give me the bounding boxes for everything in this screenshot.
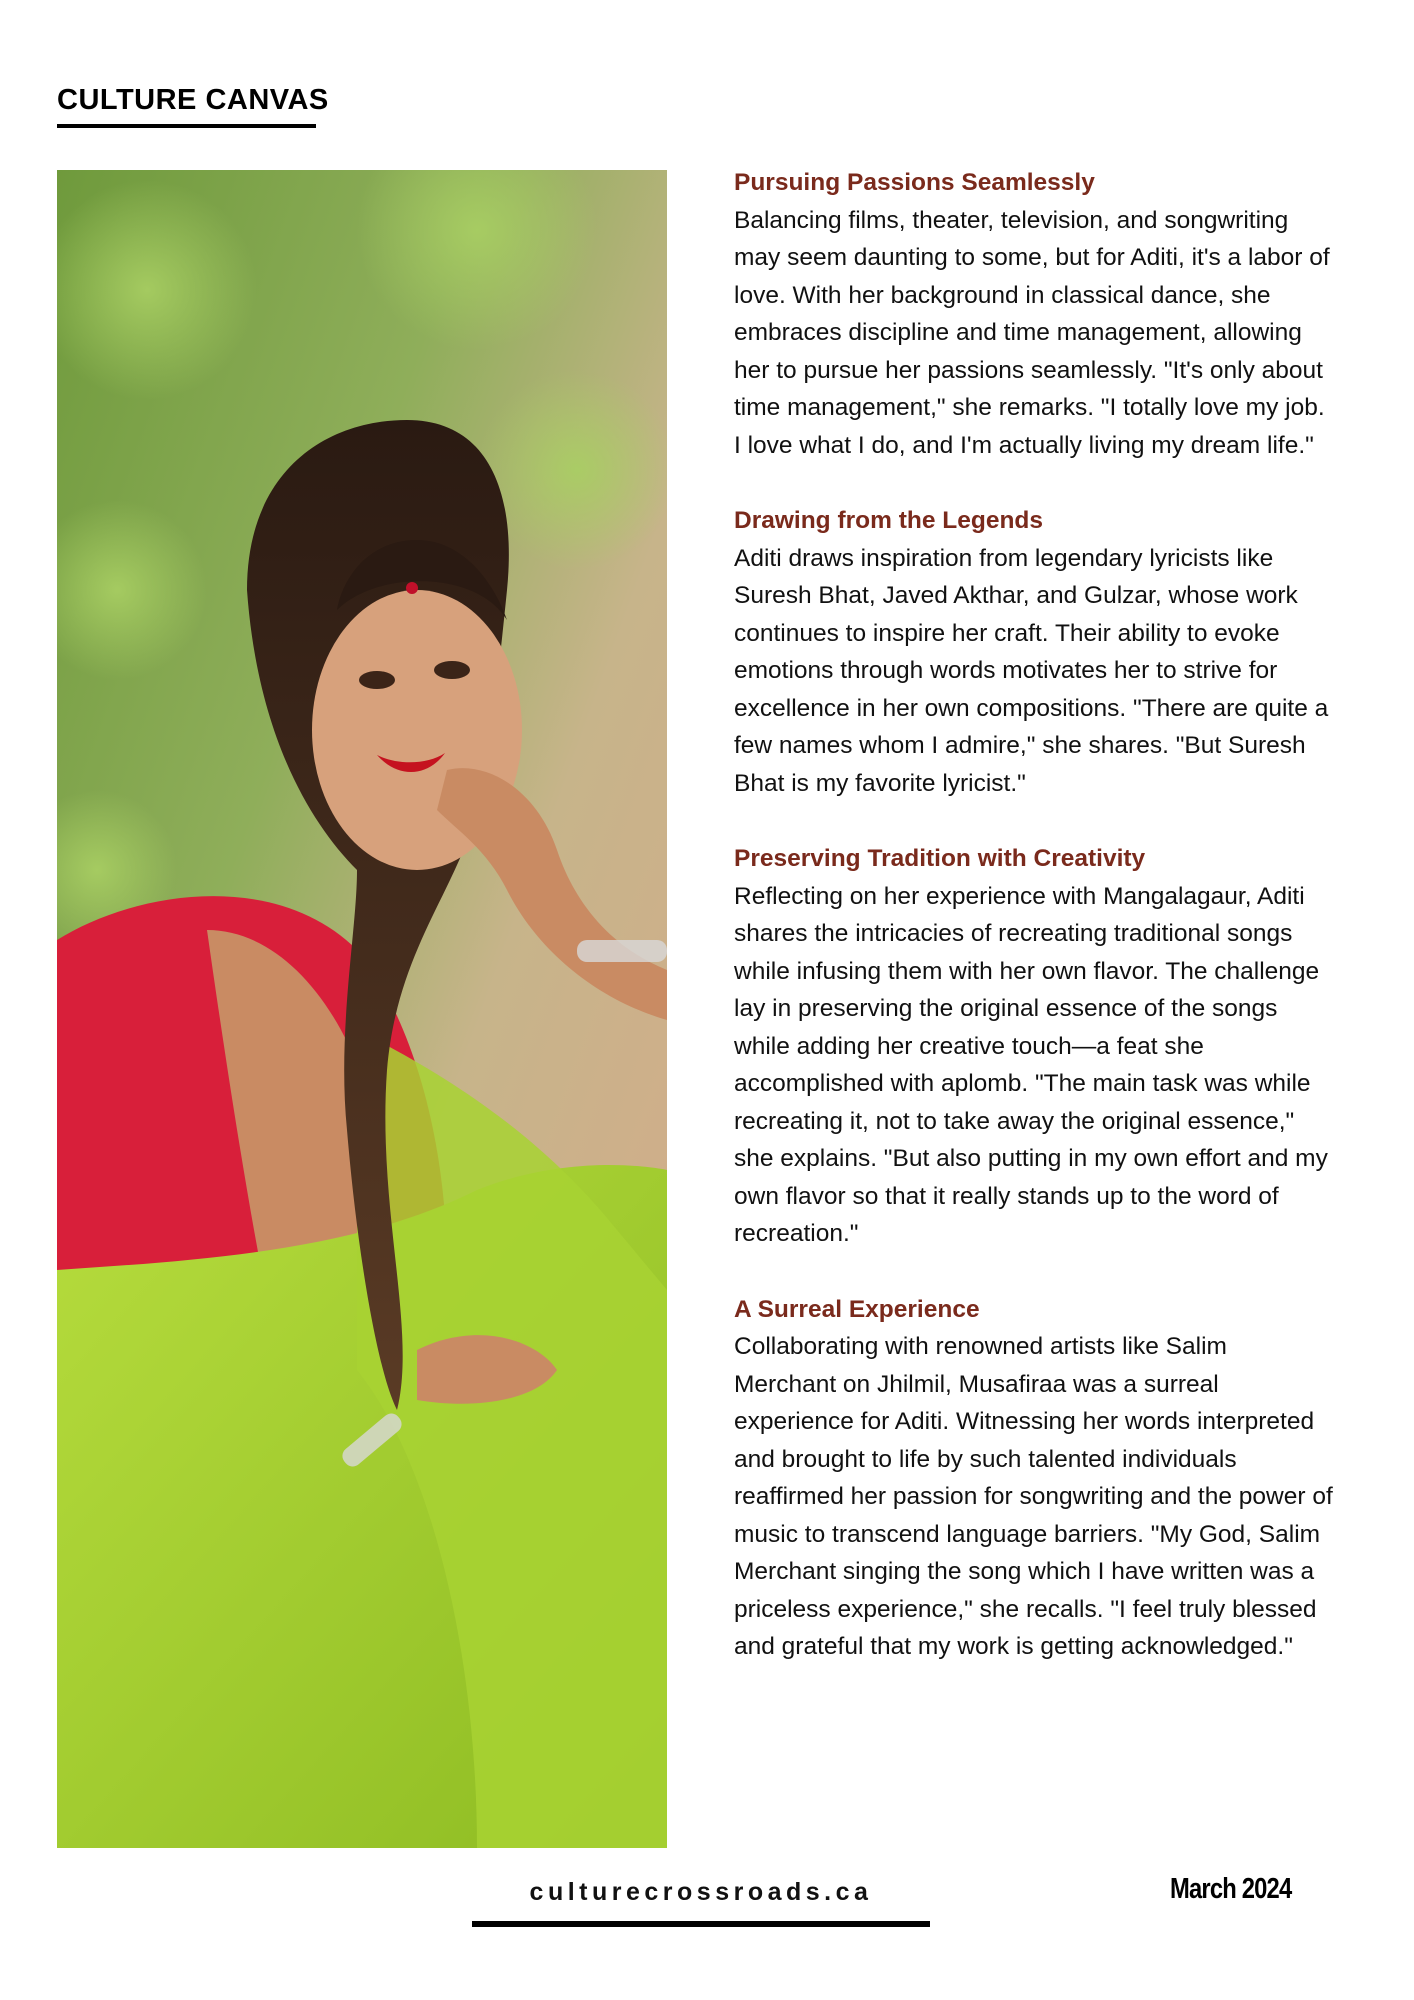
section-body: Collaborating with renowned artists like Salim Merchant on Jhilmil, Musafiraa was a surreal experience for Aditi. Witnessing her words interpreted and brought to life by such talented individuals reaffirmed her passion for songwriting and the power of music to transcend language barriers. "My God, Salim Merchant singing the song which I have written was a priceless experience," she recalls. "I feel truly blessed and grateful that my work is getting acknowledged." — [734, 1333, 1333, 1660]
article-section — [734, 840, 1334, 1253]
article-section — [734, 164, 1334, 464]
section-body: Aditi draws inspiration from legendary lyricists like Suresh Bhat, Javed Akthar, and Gulzar, whose work continues to inspire her craft. Their ability to evoke emotions through words motivates her to strive for excellence in her own compositions. "There are quite a few names whom I admire," she shares. "But Suresh Bhat is my favorite lyricist." — [734, 544, 1329, 797]
section-heading: Preserving Tradition with Creativity — [734, 845, 1146, 872]
footer-underline — [472, 1921, 930, 1927]
footer-website-link[interactable]: culturecrossroads.ca — [529, 1878, 873, 1906]
portrait-photo — [57, 170, 667, 1848]
section-heading: Pursuing Passions Seamlessly — [734, 169, 1095, 196]
article-section — [734, 1291, 1334, 1666]
section-heading: Drawing from the Legends — [734, 507, 1044, 534]
issue-date: March 2024 — [1170, 1873, 1292, 1905]
section-label-underline — [57, 124, 316, 128]
article-column — [734, 164, 1334, 1704]
article-section — [734, 502, 1334, 802]
section-label: CULTURE CANVAS — [57, 84, 329, 116]
section-heading: A Surreal Experience — [734, 1295, 980, 1323]
section-body: Reflecting on her experience with Mangalagaur, Aditi shares the intricacies of recreating traditional songs while infusing them with her own flavor. The challenge lay in preserving the original essence of the songs while adding her creative touch—a feat she accomplished with aplomb. "The main task was while recreating it, not to take away the original essence," she explains. "But also putting in my own effort and my own flavor so that it really stands up to the word of recreation." — [734, 882, 1328, 1247]
section-body: Balancing films, theater, television, and songwriting may seem daunting to some, but for Aditi, it's a labor of love. With her background in classical dance, she embraces discipline and time management, allowing her to pursue her passions seamlessly. "It's only about time management," she remarks. "I totally love my job. I love what I do, and I'm actually living my dream life." — [734, 206, 1330, 459]
